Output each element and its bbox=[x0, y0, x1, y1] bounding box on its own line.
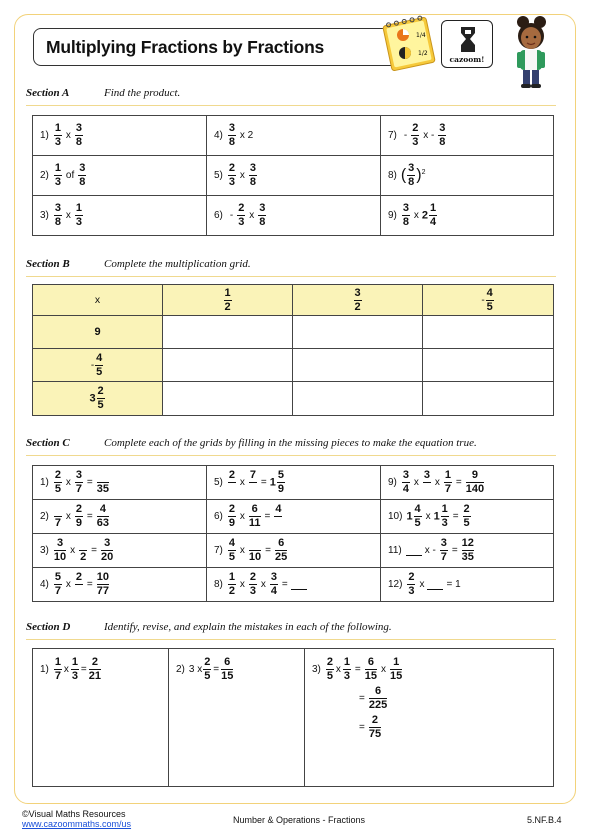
question-c10: 10) 1 $\frac{4}{5}$ x 1 $\frac{1}{3}$ = $\frac{2}{5}$ bbox=[381, 500, 554, 534]
grid-corner: x bbox=[33, 285, 163, 316]
question-c3: 3) $\frac{3}{10}$ x 2 = $\frac{3}{20}$ bbox=[33, 534, 207, 568]
grid-cell[interactable] bbox=[163, 382, 293, 416]
divider bbox=[26, 455, 556, 456]
footer-topic: Number & Operations - Fractions bbox=[233, 815, 366, 825]
section-b-header: Section B Complete the multiplication grid. bbox=[26, 258, 251, 270]
footer-left bbox=[22, 809, 131, 829]
grid-cell[interactable] bbox=[293, 316, 423, 349]
question-a6: 6) - $\frac{2}{3}$ x $\frac{3}{8}$ bbox=[207, 196, 381, 236]
section-a-header: Section A Find the product. bbox=[26, 87, 181, 99]
question-a9: 9) $\frac{3}{8}$ x 2 $\frac{1}{4}$ bbox=[381, 196, 554, 236]
question-c8: 8) $\frac{1}{2}$ x $\frac{2}{3}$ x $\frac{3}{4}$ = bbox=[207, 568, 381, 602]
question-c1: 1) $\frac{2}{5}$ x $\frac{3}{7}$ = 35 bbox=[33, 466, 207, 500]
question-d1: 1) $\frac{1}{7}$ x $\frac{1}{3}$ = $\frac{2}{21}$ bbox=[33, 649, 169, 787]
website-link[interactable]: www.cazoommaths.com/us bbox=[22, 819, 132, 829]
footer-code: 5.NF.B.4 bbox=[527, 815, 562, 825]
question-c11: 11) x - $\frac{3}{7}$ = $\frac{12}{35}$ bbox=[381, 534, 554, 568]
grid-row-header: 9 bbox=[33, 316, 163, 349]
question-c12: 12) $\frac{2}{3}$ x = 1 bbox=[381, 568, 554, 602]
section-d-header: Section D Identify, revise, and explain the mistakes in each of the following. bbox=[26, 621, 392, 633]
copyright-text: ©Visual Maths Resources bbox=[22, 809, 126, 819]
grid-cell[interactable] bbox=[293, 349, 423, 382]
hourglass-icon bbox=[442, 21, 494, 57]
student-character-icon bbox=[506, 14, 556, 90]
multiplication-grid bbox=[32, 284, 554, 416]
question-c5: 5) 2 x 7 = 1 $\frac{5}{9}$ bbox=[207, 466, 381, 500]
question-a2: 2) $\frac{1}{3}$ of $\frac{3}{8}$ bbox=[33, 156, 207, 196]
page-title: Multiplying Fractions by Fractions bbox=[46, 37, 325, 57]
question-a3: 3) $\frac{3}{8}$ x $\frac{1}{3}$ bbox=[33, 196, 207, 236]
question-d2: 2) 3 x $\frac{2}{5}$ = $\frac{6}{15}$ bbox=[169, 649, 305, 787]
grid-cell[interactable] bbox=[423, 382, 554, 416]
grid-cell[interactable] bbox=[423, 316, 554, 349]
question-a1: 1) $\frac{1}{3}$ x $\frac{3}{8}$ bbox=[33, 116, 207, 156]
question-c2: 2) 7 x $\frac{2}{9}$ = $\frac{4}{63}$ bbox=[33, 500, 207, 534]
question-a7: 7) - $\frac{2}{3}$ x - $\frac{3}{8}$ bbox=[381, 116, 554, 156]
section-a-grid bbox=[32, 115, 554, 236]
grid-col-header: - $\frac{4}{5}$ bbox=[423, 285, 554, 316]
question-d3: 3) $\frac{2}{5}$ x $\frac{1}{3}$ = $\frac{6}{15}$ x $\frac{1}{15}$ = $\frac{6}{225}$ = $\frac{2}{75}$ bbox=[305, 649, 554, 787]
grid-row-header: 3 $\frac{2}{5}$ bbox=[33, 382, 163, 416]
grid-col-header: $\frac{1}{2}$ bbox=[163, 285, 293, 316]
divider bbox=[26, 105, 556, 106]
cazoom-logo: cazoom! bbox=[441, 20, 493, 68]
grid-cell[interactable] bbox=[293, 382, 423, 416]
section-c-grid bbox=[32, 465, 554, 602]
title-box bbox=[33, 28, 405, 66]
grid-col-header: $\frac{3}{2}$ bbox=[293, 285, 423, 316]
notebook-fraction-top: 1/4 bbox=[416, 32, 426, 39]
divider bbox=[26, 276, 556, 277]
notebook-fraction-bottom: 1/2 bbox=[418, 50, 428, 57]
grid-cell[interactable] bbox=[423, 349, 554, 382]
grid-row-header: - $\frac{4}{5}$ bbox=[33, 349, 163, 382]
question-c9: 9) $\frac{3}{4}$ x 3 x $\frac{1}{7}$ = $\frac{9}{140}$ bbox=[381, 466, 554, 500]
section-d-grid bbox=[32, 648, 554, 787]
divider bbox=[26, 639, 556, 640]
question-a5: 5) $\frac{2}{3}$ x $\frac{3}{8}$ bbox=[207, 156, 381, 196]
question-a8: 8) ( $\frac{3}{8}$ )$^2$ bbox=[381, 156, 554, 196]
question-c6: 6) $\frac{2}{9}$ x $\frac{6}{11}$ = 4 bbox=[207, 500, 381, 534]
question-c7: 7) $\frac{4}{5}$ x 10 = $\frac{6}{25}$ bbox=[207, 534, 381, 568]
grid-cell[interactable] bbox=[163, 349, 293, 382]
question-c4: 4) $\frac{5}{7}$ x 2 = $\frac{10}{77}$ bbox=[33, 568, 207, 602]
notebook-icon bbox=[381, 15, 439, 71]
section-c-header: Section C Complete each of the grids by filling in the missing pieces to make the equation true. bbox=[26, 437, 477, 449]
question-a4: 4) $\frac{3}{8}$ x 2 bbox=[207, 116, 381, 156]
grid-cell[interactable] bbox=[163, 316, 293, 349]
